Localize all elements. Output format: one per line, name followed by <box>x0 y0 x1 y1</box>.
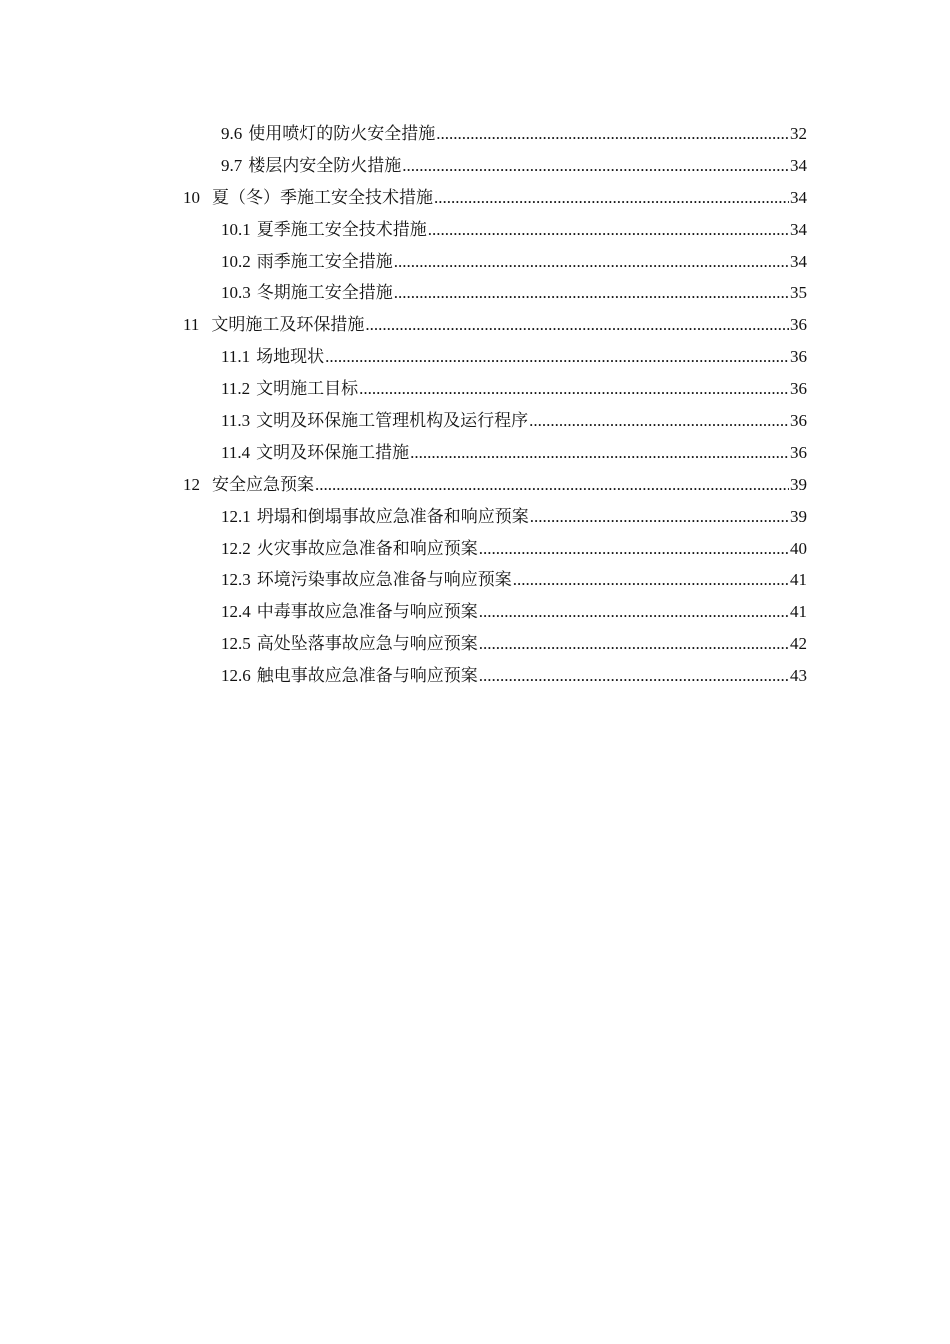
toc-page-number: 43 <box>790 666 807 686</box>
toc-entry-text: 场地现状 <box>256 347 325 368</box>
toc-dot-leader <box>394 283 789 303</box>
toc-page-number: 39 <box>790 474 807 494</box>
toc-entry-title <box>221 278 393 303</box>
toc-entry-number: 10.2 <box>221 251 251 271</box>
toc-dot-leader <box>513 570 789 590</box>
toc-entry-text: 楼层内安全防火措施 <box>248 155 402 176</box>
toc-entry[interactable] <box>183 565 807 597</box>
toc-entry[interactable] <box>183 278 807 310</box>
toc-entry-title <box>221 247 393 272</box>
toc-entry-text: 雨季施工安全措施 <box>256 251 393 272</box>
toc-entry-number: 12.3 <box>221 570 251 590</box>
toc-entry-number: 11.4 <box>221 442 251 462</box>
toc-entry-text: 夏季施工安全技术措施 <box>256 219 427 240</box>
toc-page-number: 41 <box>790 602 807 622</box>
toc-entry-number: 12.6 <box>221 666 251 686</box>
toc-entry-number: 11.1 <box>221 347 251 367</box>
toc-entry[interactable] <box>183 502 807 534</box>
toc-entry-title <box>183 310 364 335</box>
toc-entry-number: 10.3 <box>221 283 251 303</box>
toc-dot-leader <box>479 666 789 686</box>
toc-entry-text: 使用喷灯的防火安全措施 <box>248 124 436 144</box>
toc-entry-title <box>221 151 401 176</box>
toc-dot-leader <box>479 634 789 654</box>
toc-entry[interactable] <box>183 438 807 470</box>
toc-entry[interactable] <box>183 215 807 247</box>
toc-page-number: 40 <box>790 538 807 558</box>
toc-page-number: 36 <box>790 315 807 335</box>
toc-entry[interactable] <box>183 629 807 661</box>
toc-dot-leader <box>530 507 789 527</box>
toc-entry-title <box>221 438 409 463</box>
toc-entry-title <box>221 629 478 654</box>
toc-dot-leader <box>410 443 789 463</box>
toc-entry-text: 坍塌和倒塌事故应急准备和响应预案 <box>256 506 529 527</box>
toc-page-number: 35 <box>790 283 807 303</box>
toc-entry-text: 夏（冬）季施工安全技术措施 <box>212 187 433 208</box>
toc-entry-text: 触电事故应急准备与响应预案 <box>256 666 478 687</box>
toc-chapter-entry[interactable] <box>183 470 807 502</box>
toc-dot-leader <box>529 411 789 431</box>
toc-entry-number: 10.1 <box>221 219 251 239</box>
toc-chapter-entry[interactable] <box>183 183 807 215</box>
toc-entry-title <box>221 502 529 527</box>
toc-entry-title <box>221 342 324 367</box>
toc-entry-title <box>221 534 478 559</box>
toc-page-number: 36 <box>790 411 807 431</box>
toc-page-number: 42 <box>790 634 807 654</box>
table-of-contents <box>183 119 807 693</box>
toc-page-number: 34 <box>790 187 807 207</box>
toc-entry-text: 火灾事故应急准备和响应预案 <box>256 538 478 559</box>
toc-dot-leader <box>434 188 789 208</box>
toc-page-number: 36 <box>790 442 807 462</box>
toc-entry-text: 文明施工及环保措施 <box>211 315 365 336</box>
toc-entry-number: 12.1 <box>221 506 251 526</box>
toc-page-number: 34 <box>790 251 807 271</box>
toc-entry-title <box>183 183 433 208</box>
toc-entry-number: 12.5 <box>221 634 251 654</box>
toc-dot-leader <box>394 252 789 272</box>
toc-entry-number: 9.7 <box>221 155 243 175</box>
toc-entry-number: 11.2 <box>221 379 251 399</box>
toc-entry-title <box>221 661 478 686</box>
toc-entry-text: 冬期施工安全措施 <box>256 283 393 304</box>
toc-entry-text: 环境污染事故应急准备与响应预案 <box>256 570 512 591</box>
toc-entry-text: 高处坠落事故应急与响应预案 <box>256 634 478 655</box>
toc-dot-leader <box>365 315 789 335</box>
toc-entry-text: 安全应急预案 <box>212 474 314 495</box>
toc-page-number: 36 <box>790 379 807 399</box>
toc-entry-text: 中毒事故应急准备与响应预案 <box>256 602 478 623</box>
toc-entry-text: 文明及环保施工措施 <box>256 442 410 463</box>
toc-entry[interactable] <box>183 151 807 183</box>
toc-page-number: 34 <box>790 155 807 175</box>
toc-entry[interactable] <box>183 661 807 693</box>
toc-entry-title <box>221 597 478 622</box>
toc-entry[interactable] <box>183 247 807 279</box>
toc-dot-leader <box>428 220 789 240</box>
toc-dot-leader <box>479 602 789 622</box>
toc-entry-number: 11 <box>183 315 200 335</box>
toc-page-number: 32 <box>790 124 807 143</box>
toc-entry-number: 12 <box>183 474 200 494</box>
toc-entry-number: 12.2 <box>221 538 251 558</box>
toc-entry-text: 文明及环保施工管理机构及运行程序 <box>256 411 529 432</box>
toc-entry-number: 11.3 <box>221 411 251 431</box>
toc-entry-number: 12.4 <box>221 602 251 622</box>
toc-entry-title <box>221 565 512 590</box>
toc-dot-leader <box>402 156 789 176</box>
toc-entry-title <box>183 470 314 495</box>
toc-entry[interactable] <box>183 342 807 374</box>
toc-dot-leader <box>325 347 789 367</box>
toc-page-number: 39 <box>790 506 807 526</box>
toc-entry-title <box>221 215 427 240</box>
toc-entry-title <box>221 119 435 144</box>
toc-entry-number: 9.6 <box>221 124 243 143</box>
toc-dot-leader <box>315 475 789 495</box>
toc-entry[interactable] <box>183 119 807 151</box>
toc-page-number: 36 <box>790 347 807 367</box>
toc-dot-leader <box>479 539 789 559</box>
toc-entry[interactable] <box>183 597 807 629</box>
toc-chapter-entry[interactable] <box>183 310 807 342</box>
toc-entry[interactable] <box>183 534 807 566</box>
toc-dot-leader <box>359 379 789 399</box>
toc-dot-leader <box>436 124 789 144</box>
toc-page-number: 34 <box>790 219 807 239</box>
toc-entry-title <box>221 406 528 431</box>
toc-page-number: 41 <box>790 570 807 590</box>
toc-entry-title <box>221 374 358 399</box>
toc-entry[interactable] <box>183 374 807 406</box>
toc-entry-text: 文明施工目标 <box>256 379 359 400</box>
toc-entry-number: 10 <box>183 187 200 207</box>
toc-entry[interactable] <box>183 406 807 438</box>
